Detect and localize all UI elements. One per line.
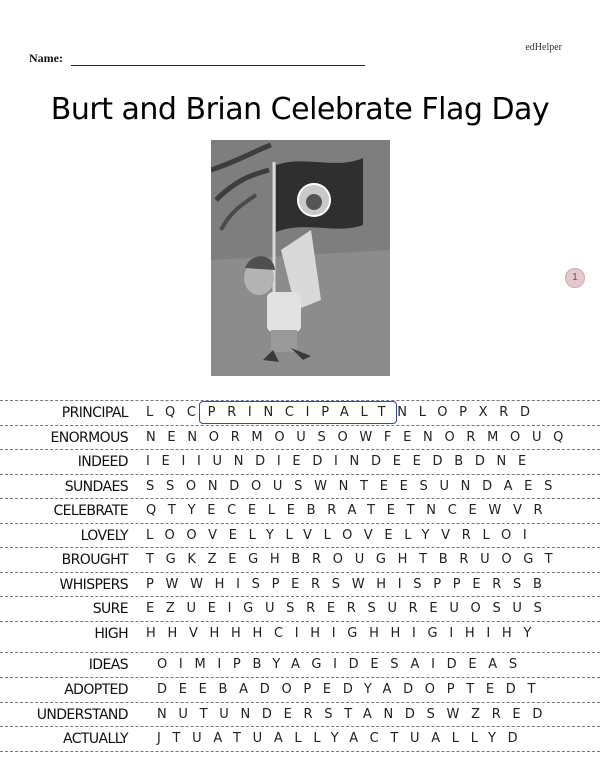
letter-row: HHVHHHCIHIGHHIGIHIHY: [146, 625, 543, 641]
brand-label: edHelper: [525, 42, 562, 53]
letter-row: TGKZEGHBROUGHTBRUOGT: [146, 552, 565, 567]
word-row: [0, 572, 600, 597]
word-label: BROUGHT: [61, 552, 128, 568]
name-row: [29, 52, 365, 66]
letter-row: JTUATUALLYACTUALLYD: [157, 731, 530, 746]
word-label: HIGH: [94, 625, 128, 642]
word-label: SURE: [92, 601, 128, 617]
letter-row: LQCPRINCIPALTNLOPXRD: [146, 405, 542, 420]
word-row: [0, 523, 600, 548]
word-row: [0, 449, 600, 474]
letter-row: EZUEIGUSRERSUREUOSUS: [146, 601, 554, 616]
word-label: WHISPERS: [59, 576, 128, 593]
letter-row: OIMIPBYAGIDESAIDEAS: [157, 657, 529, 672]
word-label: ACTUALLY: [63, 731, 128, 747]
word-row: [0, 400, 600, 425]
word-label: ADOPTED: [64, 682, 128, 698]
word-row: [0, 425, 600, 450]
name-field[interactable]: [71, 53, 365, 66]
letter-row: PWWHISPERSWHISPPERSB: [146, 576, 554, 592]
letter-row: SSONDOUSWNTEESUNDAES: [146, 478, 565, 494]
letter-row: DEEBADOPEDYADOPTEDT: [157, 682, 548, 697]
word-row: [0, 474, 600, 499]
flag-day-illustration: [211, 140, 390, 376]
word-row: [0, 621, 600, 646]
word-label: INDEED: [77, 454, 128, 470]
name-label: Name:: [29, 51, 63, 65]
page-number-badge: 1: [565, 268, 585, 288]
word-label: UNDERSTAND: [36, 706, 128, 723]
letter-row: NUTUNDERSTANDSWZRED: [157, 706, 555, 722]
word-row: [0, 726, 600, 752]
word-label: SUNDAES: [64, 478, 128, 495]
word-label: ENORMOUS: [50, 429, 128, 446]
letter-row: IEIIUNDIEDINDEEDBDNE: [146, 454, 538, 469]
word-row: [0, 547, 600, 572]
word-label: IDEAS: [88, 657, 128, 673]
letter-row: NENORMOUSOWFENORMOUQ: [146, 429, 576, 445]
word-row: [0, 498, 600, 523]
word-label: PRINCIPAL: [61, 405, 128, 421]
word-row: [0, 596, 600, 621]
word-row: [0, 702, 600, 727]
letter-row: QTYECELEBRATETNCEWVR: [146, 503, 555, 518]
word-row: [0, 652, 600, 677]
word-row: [0, 677, 600, 702]
word-label: CELEBRATE: [53, 503, 128, 519]
letter-row: LOOVELYLVLOVELYVRLOI: [146, 527, 539, 543]
page-title: Burt and Brian Celebrate Flag Day: [50, 92, 550, 127]
word-label: LOVELY: [80, 527, 128, 544]
